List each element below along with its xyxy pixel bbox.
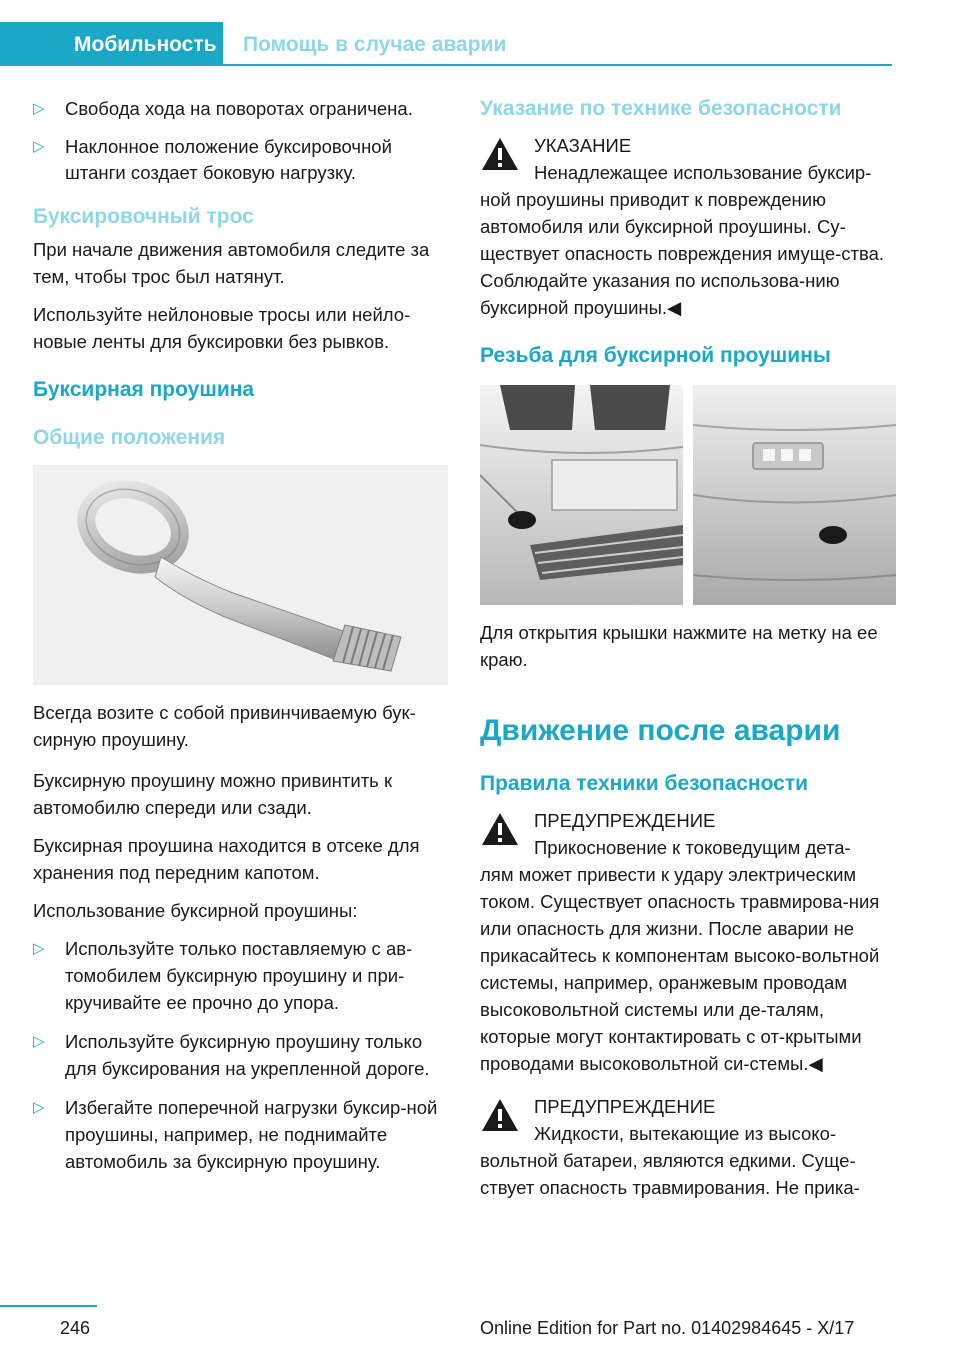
- eye-paragraph-4: Использование буксирной проушины:: [33, 900, 358, 921]
- list-item: [33, 96, 448, 122]
- rope-paragraph-2: Используйте нейлоновые тросы или нейло-новые ленты для буксировки без рывков.: [33, 304, 411, 352]
- warning-block-1: [480, 807, 896, 861]
- list-item-text: Свобода хода на поворотах ограничена.: [65, 98, 413, 119]
- warning-text-1: лям может привести к удару электрическим током. Существует опасность травмирова-ния или опасность для жизни. После аварии не прикасайтесь к компонентам высоко-вольтной системы, например, оранжевым проводам высоковольтной системы или де-талям, которые могут контактировать с от-крытыми проводами высоковольтной си-стемы.◀: [480, 864, 880, 1074]
- rope-paragraph-1: При начале движения автомобиля следите за тем, чтобы трос был натянут.: [33, 239, 430, 287]
- thread-photos: [480, 385, 896, 605]
- warning-label-2: ПРЕДУПРЕЖДЕНИЕ: [534, 1096, 716, 1117]
- header-rule: [0, 64, 892, 66]
- towing-eye-heading: Буксирная проушина: [33, 378, 255, 401]
- list-item-text: Избегайте поперечной нагрузки буксир-ной проушины, например, не поднимайте автомобиль за буксирную проушину.: [65, 1097, 438, 1172]
- thread-caption: Для открытия крышки нажмите на метку на ее краю.: [480, 622, 878, 670]
- rear-bumper-photo: [693, 385, 896, 605]
- notice-label: УКАЗАНИЕ: [534, 135, 632, 156]
- general-heading: Общие положения: [33, 426, 226, 449]
- warning-triangle-icon: [480, 136, 520, 172]
- safety-heading: Указание по технике безопасности: [480, 97, 842, 120]
- notice-text: ной проушины приводит к повреждению автомобиля или буксирной проушины. Су-ществует опасность повреждения имуще-ства. Соблюдайте указания по использова-нию буксирной проушины.◀: [480, 189, 885, 318]
- right-column: [480, 96, 896, 1201]
- rope-heading: Буксировочный трос: [33, 205, 254, 228]
- left-column: [33, 96, 448, 1187]
- after-accident-heading: Движение после аварии: [480, 714, 841, 747]
- thread-heading: Резьба для буксирной проушины: [480, 344, 831, 367]
- towing-eye-image: [33, 465, 448, 685]
- list-item: [33, 1028, 448, 1082]
- triangle-bullet-icon: ▷: [33, 1033, 45, 1050]
- warning-first-line-2: Жидкости, вытекающие из высоко-: [534, 1123, 837, 1144]
- list-item-text: Наклонное положение буксировочной штанги создает боковую нагрузку.: [65, 136, 392, 183]
- front-bumper-photo: [480, 385, 683, 605]
- warning-text-2: вольтной батареи, являются едкими. Суще-ствует опасность травмирования. Не прика-: [480, 1150, 860, 1198]
- eye-paragraph-3: Буксирная проушина находится в отсеке для хранения под передним капотом.: [33, 835, 420, 883]
- warning-first-line-1: Прикосновение к токоведущим дета-: [534, 837, 851, 858]
- eye-paragraph-2: Буксирную проушину можно привинтить к автомобилю спереди или сзади.: [33, 770, 393, 818]
- triangle-bullet-icon: ▷: [33, 1099, 45, 1116]
- list-item-text: Используйте только поставляемую с ав-томобилем буксирную проушину и при-кручивайте ее прочно до упора.: [65, 938, 413, 1013]
- triangle-bullet-icon: ▷: [33, 100, 45, 117]
- eye-paragraph-1: Всегда возите с собой привинчиваемую бук-сирную проушину.: [33, 702, 416, 750]
- list-item-text: Используйте буксирную проушину только для буксирования на укрепленной дороге.: [65, 1031, 430, 1079]
- section-tab: Мобильность: [0, 22, 223, 66]
- edition-note: Online Edition for Part no. 01402984645 - X/17: [480, 1318, 855, 1338]
- warning-triangle-icon: [480, 1097, 520, 1133]
- list-item: [33, 1094, 448, 1175]
- page-number: 246: [60, 1318, 91, 1338]
- notice-block: [480, 132, 896, 186]
- towing-eye-illustration: [33, 465, 448, 685]
- list-item: [33, 935, 448, 1016]
- front-bumper-illustration: [480, 385, 683, 605]
- rules-heading: Правила техники безопасности: [480, 772, 809, 795]
- rear-bumper-illustration: [693, 385, 896, 605]
- triangle-bullet-icon: ▷: [33, 138, 45, 155]
- warning-triangle-icon: [480, 811, 520, 847]
- page-header: [0, 0, 960, 66]
- warning-label-1: ПРЕДУПРЕЖДЕНИЕ: [534, 810, 716, 831]
- footer-rule: [0, 1305, 97, 1307]
- list-item: [33, 134, 448, 186]
- warning-block-2: [480, 1093, 896, 1147]
- triangle-bullet-icon: ▷: [33, 940, 45, 957]
- notice-first-line: Ненадлежащее использование буксир-: [534, 162, 872, 183]
- subsection-title: Помощь в случае аварии: [243, 33, 507, 56]
